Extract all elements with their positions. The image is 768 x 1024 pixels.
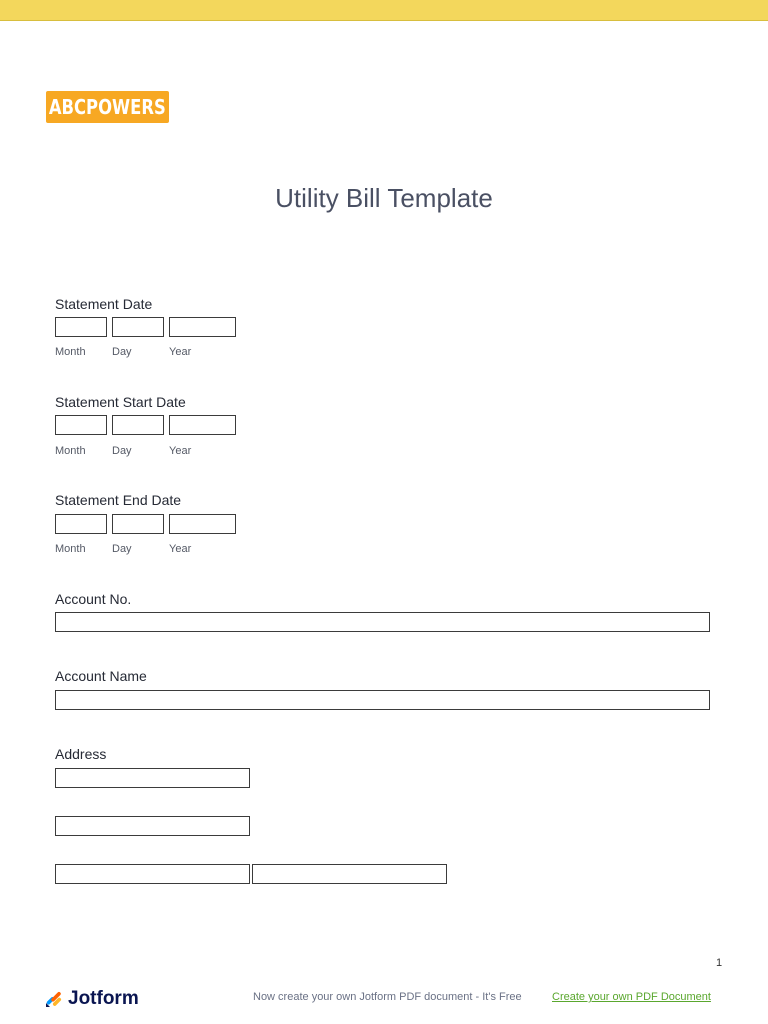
statement-date-label: Statement Date: [55, 296, 153, 312]
account-no-label: Account No.: [55, 591, 132, 607]
statement-end-date-year-input[interactable]: [169, 514, 236, 534]
statement-end-date-month-input[interactable]: [55, 514, 107, 534]
jotform-icon: [45, 990, 63, 1008]
top-banner: [0, 0, 768, 21]
statement-end-date-label: Statement End Date: [55, 492, 182, 508]
account-name-input[interactable]: [55, 690, 710, 710]
statement-start-date-month-input[interactable]: [55, 415, 107, 435]
statement-date-month-label: Month: [55, 346, 86, 358]
address-line1-input[interactable]: [55, 768, 250, 788]
jotform-logo[interactable]: [45, 988, 139, 1010]
logo-text: ABCPOWERS: [49, 95, 166, 119]
address-state-input[interactable]: [252, 864, 447, 884]
statement-start-date-year-input[interactable]: [169, 415, 236, 435]
page-number: 1: [716, 957, 723, 969]
statement-start-date-day-label: Day: [112, 445, 132, 457]
statement-start-date-year-label: Year: [169, 445, 192, 457]
document-title: Utility Bill Template: [275, 183, 493, 213]
statement-date-day-label: Day: [112, 346, 132, 358]
address-label: Address: [55, 746, 107, 762]
statement-date-day-input[interactable]: [112, 317, 164, 337]
statement-date-month-input[interactable]: [55, 317, 107, 337]
statement-end-date-day-input[interactable]: [112, 514, 164, 534]
jotform-brand-text: Jotform: [68, 988, 139, 1009]
statement-start-date-label: Statement Start Date: [55, 394, 186, 410]
statement-end-date-year-label: Year: [169, 543, 192, 555]
company-logo: [46, 91, 169, 123]
statement-start-date-month-label: Month: [55, 445, 86, 457]
account-no-input[interactable]: [55, 612, 710, 632]
statement-start-date-day-input[interactable]: [112, 415, 164, 435]
footer-promo-text: Now create your own Jotform PDF document - It's Free: [253, 991, 522, 1003]
address-city-input[interactable]: [55, 864, 250, 884]
statement-end-date-month-label: Month: [55, 543, 86, 555]
address-line2-input[interactable]: [55, 816, 250, 836]
create-pdf-link[interactable]: Create your own PDF Document: [552, 991, 711, 1003]
statement-date-year-input[interactable]: [169, 317, 236, 337]
statement-end-date-day-label: Day: [112, 543, 132, 555]
account-name-label: Account Name: [55, 668, 147, 684]
statement-date-year-label: Year: [169, 346, 192, 358]
